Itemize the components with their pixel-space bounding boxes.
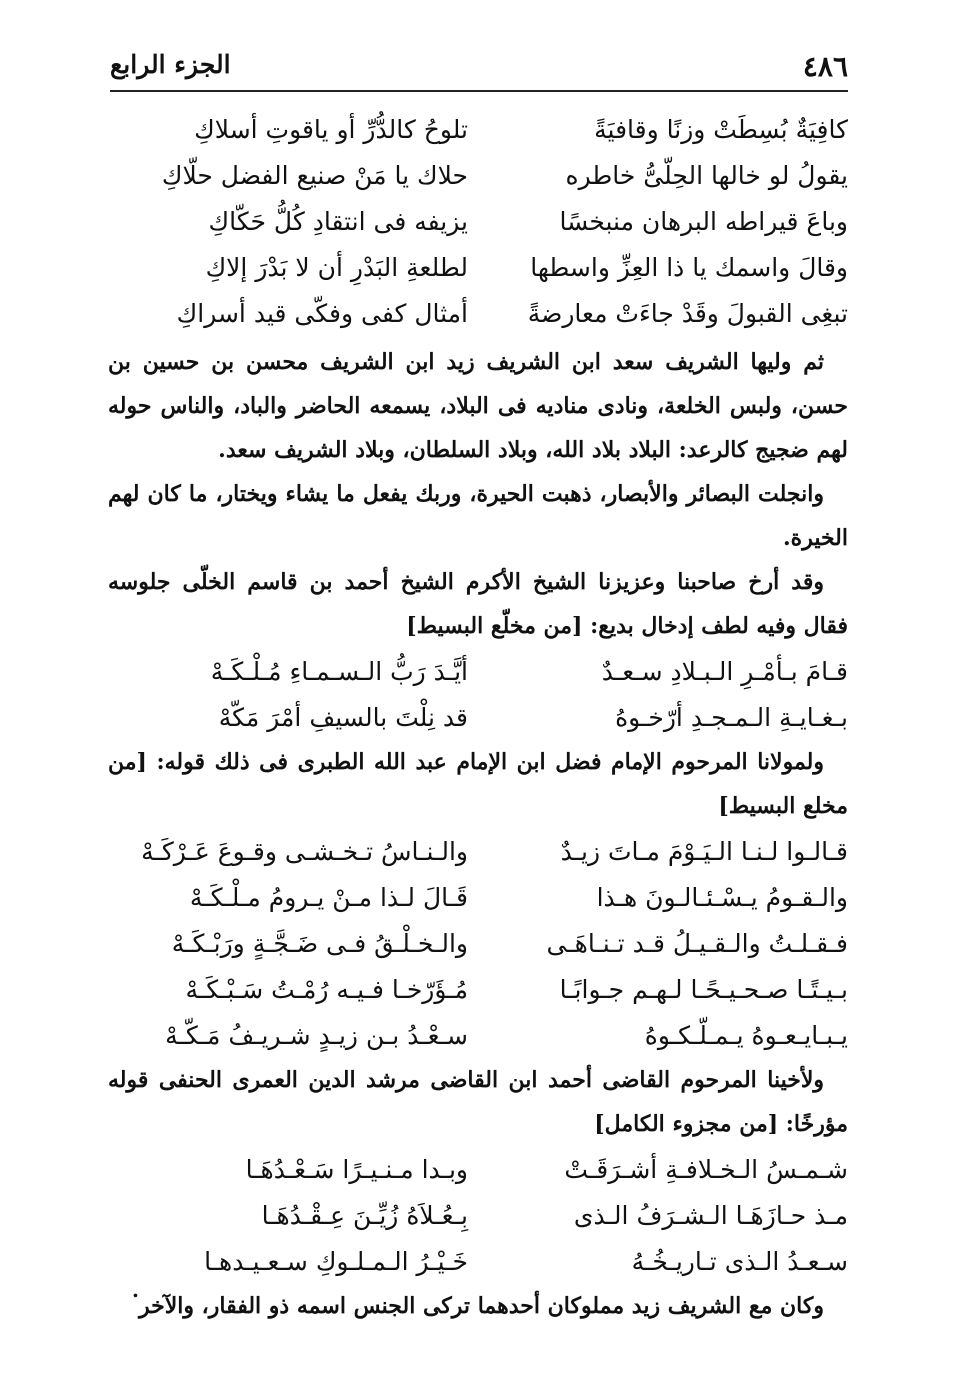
page-number: ٤٨٦ [802, 50, 848, 83]
verse-line [108, 198, 848, 244]
prose-paragraph: ثم وليها الشريف سعد ابن الشريف زيد ابن الشريف محسن بن حسين بن حسن، ولبس الخلعة، ونادى مناديه فى البلاد، يسمعه الحاضر والباد، والناس حوله لهم ضجيج كالرعد: البلاد بلاد الله، وبلاد السلطان، وبلاد الشريف سعد. [108, 349, 848, 463]
verse-second-hemistich: والـنـاسُ تـخـشـى وقـوعَ عَـرْكَـهْ [141, 836, 468, 866]
verse-line [108, 874, 848, 920]
prose-paragraph: وكان مع الشريف زيد مملوكان أحدهما تركى الجنس اسمه ذو الفقار، والآخر [138, 1293, 824, 1319]
verse-first-hemistich: يقولُ لو خالها الحِلّىُّ خاطره [565, 160, 848, 190]
verse-line [108, 828, 848, 874]
verse-line [108, 1238, 848, 1284]
prose-paragraph: وانجلت البصائر والأبصار، ذهبت الحيرة، وربك يفعل ما يشاء ويختار، ما كان لهم الخيرة. [108, 481, 848, 551]
verse-second-hemistich: والـخـلْـقُ فـى ضَـجَّـةٍ ورَبْـكَـهْ [171, 928, 468, 958]
verse-first-hemistich: فـقـلـتُ والـقـيـلُ قـد تـنـاهَـى [546, 928, 848, 958]
prose-paragraph: وقد أرخ صاحبنا وعزيزنا الشيخ الأكرم الشيخ أحمد بن قاسم الخلّى جلوسه فقال وفيه لطف إدخال بديع: [من مخلّع البسيط] [108, 569, 848, 639]
prose-paragraph: ولمولانا المرحوم الإمام فضل ابن الإمام عبد الله الطبرى فى ذلك قوله: [من مخلع البسيط] [108, 749, 848, 819]
verse-second-hemistich: أيَّـدَ رَبُّ الـسـمـاءِ مُـلْـكَـهْ [210, 656, 468, 686]
verse-first-hemistich: قـامَ بـأمْـرِ الـبـلادِ سـعـدٌ [601, 656, 848, 686]
verse-second-hemistich: أمثال كفى وفكّى قيد أسراكِ [176, 298, 468, 328]
verse-second-hemistich: حلاك يا مَنْ صنيع الفضل حلّاكِ [161, 160, 468, 190]
verse-second-hemistich: وبـدا مـنـيـرًا سَـعْـدُهَـا [245, 1154, 468, 1184]
part-title: الجزء الرابع [110, 50, 231, 79]
verse-first-hemistich: يـبـايـعـوهُ يـمـلّـكـوهُ [644, 1020, 848, 1050]
poem-block-3 [108, 828, 848, 1058]
verse-first-hemistich: كافِيَةٌ بُسِطَتْ وزنًا وقافيَةً [594, 114, 848, 144]
verse-first-hemistich: قـالـوا لـنـا الـيَـوْمَ مـاتَ زيـدٌ [560, 836, 848, 866]
verse-second-hemistich: بِـعُـلاَهُ زُيِّـنَ عِـقْـدُهَـا [261, 1200, 468, 1230]
verse-first-hemistich: وباعَ قيراطه البرهان منبخسًا [559, 206, 848, 236]
continuation-dot: . [132, 1278, 139, 1302]
verse-line [108, 966, 848, 1012]
verse-first-hemistich: بـغـايـةِ الـمـجـدِ أرّخـوهُ [615, 702, 848, 732]
verse-first-hemistich: سـعـدُ الـذى تـاريـخُـهُ [631, 1246, 848, 1276]
verse-line [108, 1012, 848, 1058]
running-header [110, 46, 848, 92]
verse-line [108, 152, 848, 198]
verse-line [108, 290, 848, 336]
prose-paragraph: ولأخينا المرحوم القاضى أحمد ابن القاضى مرشد الدين العمرى الحنفى قوله مؤرخًا: [من مجزوء الكامل] [108, 1067, 848, 1137]
verse-line [108, 694, 848, 740]
verse-first-hemistich: وقالَ واسمك يا ذا العِزِّ واسطها [530, 252, 848, 282]
poem-block-1 [108, 106, 848, 336]
verse-first-hemistich: مـذ حـازَهَـا الـشـرَفُ الـذى [573, 1200, 848, 1230]
verse-second-hemistich: قَـالَ لـذا مـنْ يـرومُ مـلْـكَـهْ [189, 882, 468, 912]
verse-second-hemistich: يزيفه فى انتقادِ كُلُّ حَكّاكِ [208, 206, 468, 236]
verse-line [108, 106, 848, 152]
verse-line [108, 1192, 848, 1238]
verse-second-hemistich: خَـيْـرُ الـمـلـوكِ سـعـيـدهـا [204, 1246, 468, 1276]
verse-second-hemistich: سـعْـدُ بـن زيـدٍ شـريـفُ مَـكّـهْ [165, 1020, 468, 1050]
verse-first-hemistich: بـيـتًـا صـحـيـحًـا لـهـم جـوابًـا [559, 974, 848, 1004]
verse-second-hemistich: لطلعةِ البَدْرِ أن لا بَدْرَ إلاكِ [205, 252, 468, 282]
poem-block-4 [108, 1146, 848, 1284]
verse-line [108, 920, 848, 966]
verse-second-hemistich: تلوحُ كالدُّرِّ أو ياقوتِ أسلاكِ [194, 114, 468, 144]
page-body [108, 106, 848, 1328]
verse-line [108, 244, 848, 290]
verse-first-hemistich: والـقـومُ يـسْـئـالـونَ هـذا [596, 882, 848, 912]
verse-second-hemistich: قد نِلْتَ بالسيفِ أمْرَ مَكّهْ [218, 702, 468, 732]
verse-line [108, 1146, 848, 1192]
verse-first-hemistich: تبغِى القبولَ وقَدْ جاءَتْ معارضةً [527, 298, 848, 328]
verse-first-hemistich: شـمـسُ الـخـلافـةِ أشـرَقَـتْ [564, 1154, 848, 1184]
verse-second-hemistich: مُـؤَرّخـا فـيـه رُمْـتُ سَـبْـكَـهْ [185, 974, 468, 1004]
poem-block-2 [108, 648, 848, 740]
verse-line [108, 648, 848, 694]
